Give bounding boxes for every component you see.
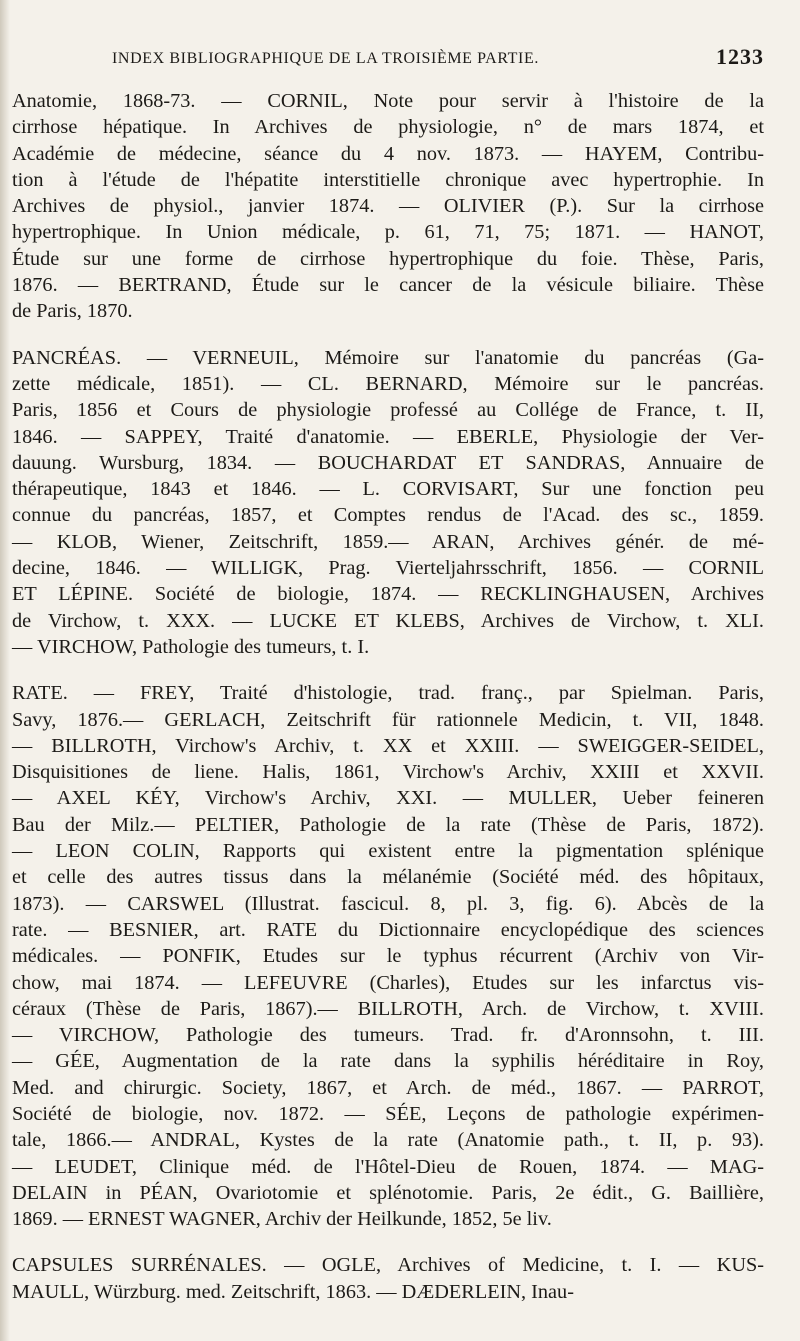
text-line: Disquisitiones de liene. Halis, 1861, Virchow's Archiv, XXIII et XXVII.: [12, 761, 764, 784]
section-capsules-surrenales: [12, 1252, 764, 1305]
text-line: Paris, 1856 et Cours de physiologie professé au Collége de France, t. II,: [12, 399, 764, 422]
section-pancreas: [12, 345, 764, 661]
text-line: dauung. Wursburg, 1834. — BOUCHARDAT ET SANDRAS, Annuaire de: [12, 451, 764, 474]
text-line: — AXEL KÉY, Virchow's Archiv, XXI. — MULLER, Ueber feineren: [12, 787, 764, 810]
text-line: — BILLROTH, Virchow's Archiv, t. XX et XXIII. — SWEIGGER-SEIDEL,: [12, 734, 764, 757]
text-line: médicales. — PONFIK, Etudes sur le typhus récurrent (Archiv von Vir-: [12, 945, 764, 968]
text-line: rate. — BESNIER, art. RATE du Dictionnaire encyclopédique des sciences: [12, 918, 764, 941]
page-number: 1233: [716, 44, 764, 69]
text-line: thérapeutique, 1843 et 1846. — L. CORVISART, Sur une fonction peu: [12, 478, 764, 501]
text-line: et celle des autres tissus dans la mélanémie (Société méd. des hôpitaux,: [12, 866, 764, 889]
text-line: de Virchow, t. XXX. — LUCKE ET KLEBS, Archives de Virchow, t. XLI.: [12, 609, 764, 632]
text-line: Anatomie, 1868-73. — CORNIL, Note pour servir à l'histoire de la: [12, 90, 764, 112]
text-line: 1846. — SAPPEY, Traité d'anatomie. — EBERLE, Physiologie der Ver-: [12, 425, 764, 448]
text-line: DELAIN in PÉAN, Ovariotomie et splénotomie. Paris, 2e édit., G. Baillière,: [12, 1181, 764, 1204]
text-line: Bau der Milz.— PELTIER, Pathologie de la rate (Thèse de Paris, 1872).: [12, 813, 764, 836]
text-line: céraux (Thèse de Paris, 1867).— BILLROTH, Arch. de Virchow, t. XVIII.: [12, 997, 764, 1020]
text-line: — VIRCHOW, Pathologie des tumeurs. Trad. fr. d'Aronnsohn, t. III.: [12, 1024, 764, 1047]
text-line: 1869. — ERNEST WAGNER, Archiv der Heilkunde, 1852, 5e liv.: [12, 1208, 552, 1231]
text-line: — VIRCHOW, Pathologie des tumeurs, t. I.: [12, 635, 370, 658]
text-line: RATE. — FREY, Traité d'histologie, trad. franç., par Spielman. Paris,: [12, 682, 764, 705]
text-line: — KLOB, Wiener, Zeitschrift, 1859.— ARAN, Archives génér. de mé-: [12, 530, 764, 553]
text-line: PANCRÉAS. — VERNEUIL, Mémoire sur l'anatomie du pancréas (Ga-: [12, 346, 764, 369]
text-line: Académie de médecine, séance du 4 nov. 1873. — HAYEM, Contribu-: [12, 142, 764, 165]
text-line: hypertrophique. In Union médicale, p. 61, 71, 75; 1871. — HANOT,: [12, 221, 764, 244]
text-line: 1873). — CARSWEL (Illustrat. fascicul. 8, pl. 3, fig. 6). Abcès de la: [12, 892, 764, 915]
text-line: MAULL, Würzburg. med. Zeitschrift, 1863. — DÆDERLEIN, Inau-: [12, 1280, 574, 1303]
text-line: tale, 1866.— ANDRAL, Kystes de la rate (Anatomie path., t. II, p. 93).: [12, 1129, 764, 1152]
text-line: Société de biologie, nov. 1872. — SÉE, Leçons de pathologie expérimen-: [12, 1102, 764, 1125]
binding-gutter: [0, 0, 10, 1341]
text-line: cirrhose hépatique. In Archives de physiologie, n° de mars 1874, et: [12, 116, 764, 139]
text-line: zette médicale, 1851). — CL. BERNARD, Mémoire sur le pancréas.: [12, 372, 764, 395]
text-line: — LEON COLIN, Rapports qui existent entre la pigmentation splénique: [12, 840, 764, 863]
text-line: Med. and chirurgic. Society, 1867, et Arch. de méd., 1867. — PARROT,: [12, 1076, 764, 1099]
running-head: INDEX BIBLIOGRAPHIQUE DE LA TROISIÈME PARTIE.: [112, 50, 539, 67]
text-line: CAPSULES SURRÉNALES. — OGLE, Archives of Medicine, t. I. — KUS-: [12, 1254, 764, 1277]
text-line: ET LÉPINE. Société de biologie, 1874. — RECKLINGHAUSEN, Archives: [12, 583, 764, 606]
section-foie-continued: [12, 88, 764, 325]
text-line: — GÉE, Augmentation de la rate dans la syphilis héréditaire in Roy,: [12, 1050, 764, 1073]
text-line: 1876. — BERTRAND, Étude sur le cancer de la vésicule biliaire. Thèse: [12, 274, 764, 297]
bibliography-body: [12, 88, 764, 1325]
text-line: Archives de physiol., janvier 1874. — OLIVIER (P.). Sur la cirrhose: [12, 195, 764, 218]
text-line: connue du pancréas, 1857, et Comptes rendus de l'Acad. des sc., 1859.: [12, 504, 764, 527]
page-header: [112, 44, 764, 74]
text-line: Étude sur une forme de cirrhose hypertrophique du foie. Thèse, Paris,: [12, 247, 764, 270]
text-line: de Paris, 1870.: [12, 300, 133, 323]
text-line: tion à l'étude de l'hépatite interstitielle chronique avec hypertrophie. In: [12, 168, 764, 191]
text-line: Savy, 1876.— GERLACH, Zeitschrift für rationnele Medicin, t. VII, 1848.: [12, 708, 764, 731]
text-line: chow, mai 1874. — LEFEUVRE (Charles), Etudes sur les infarctus vis-: [12, 971, 764, 994]
text-line: decine, 1846. — WILLIGK, Prag. Vierteljahrsschrift, 1856. — CORNIL: [12, 557, 764, 580]
section-rate: [12, 680, 764, 1232]
text-line: — LEUDET, Clinique méd. de l'Hôtel-Dieu de Rouen, 1874. — MAG-: [12, 1155, 764, 1178]
